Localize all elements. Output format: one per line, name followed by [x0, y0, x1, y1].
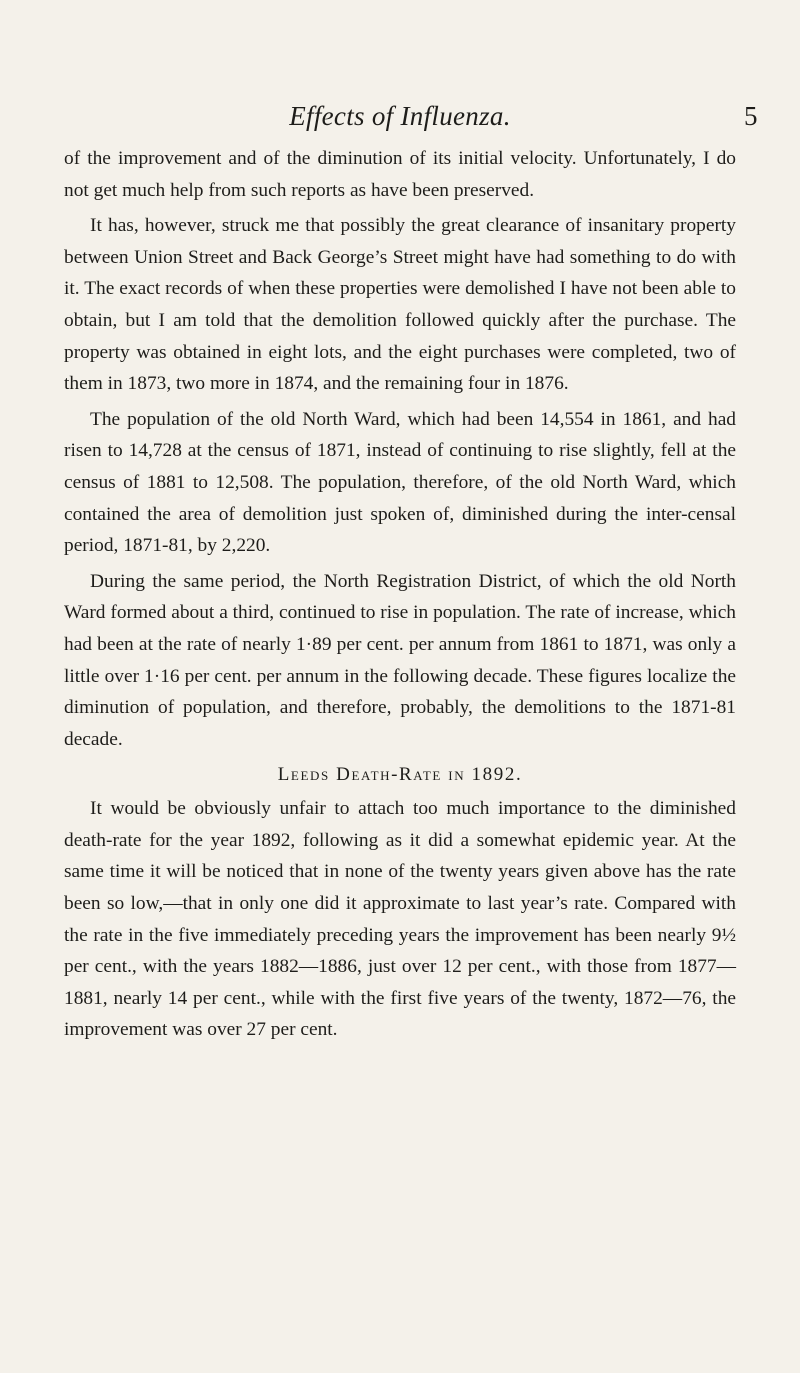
paragraph-death-rate-1892: It would be obviously unfair to attach too much importance to the diminished death-rate for the year 1892, following as it did a somewhat epidemic year. At the same time it will be noticed that in none of the twenty years given above has the rate been so low,—that in only one did it approximate to last year’s rate. Compared with the rate in the five immediately preceding years the improvement has been nearly 9½ per cent., with the years 1882—1886, just over 12 per cent., with those from 1877—1881, nearly 14 per cent., while with the first five years of the twenty, 1872—76, the improvement was over 27 per cent. [64, 798, 736, 1041]
section-heading: Leeds Death-Rate in 1892. [277, 764, 523, 786]
running-head [0, 96, 800, 136]
body-text [64, 143, 736, 1050]
page-number: 5 [744, 101, 758, 131]
paragraph-continuation: of the improvement and of the diminution of its initial velocity. Unfortunately, I do not get much help from such reports as have been preserved. [64, 148, 736, 201]
paragraph-registration-district: During the same period, the North Registration District, of which the old North Ward formed about a third, continued to rise in population. The rate of increase, which had been at the rate of nearly 1·89 per cent. per annum from 1861 to 1871, was only a little over 1·16 per cent. per annum in the following decade. These figures localize the diminution of population, and therefore, probably, the demolitions to the 1871-81 decade. [64, 570, 736, 750]
paragraph-north-ward-population: The population of the old North Ward, which had been 14,554 in 1861, and had risen to 14,728 at the census of 1871, instead of continuing to rise slightly, fell at the census of 1881 to 12,508. The population, therefore, of the old North Ward, which contained the area of demolition just spoken of, diminished during the inter-censal period, 1871-81, by 2,220. [64, 408, 736, 557]
paragraph-insanitary-property: It has, however, struck me that possibly the great clearance of insanitary property between Union Street and Back George’s Street might have had something to do with it. The exact records of when these properties were demolished I have not been able to obtain, but I am told that the demolition followed quickly after the purchase. The property was obtained in eight lots, and the eight purchases were completed, two of them in 1873, two more in 1874, and the remaining four in 1876. [64, 215, 736, 395]
running-title: Effects of Influenza. [289, 101, 511, 131]
